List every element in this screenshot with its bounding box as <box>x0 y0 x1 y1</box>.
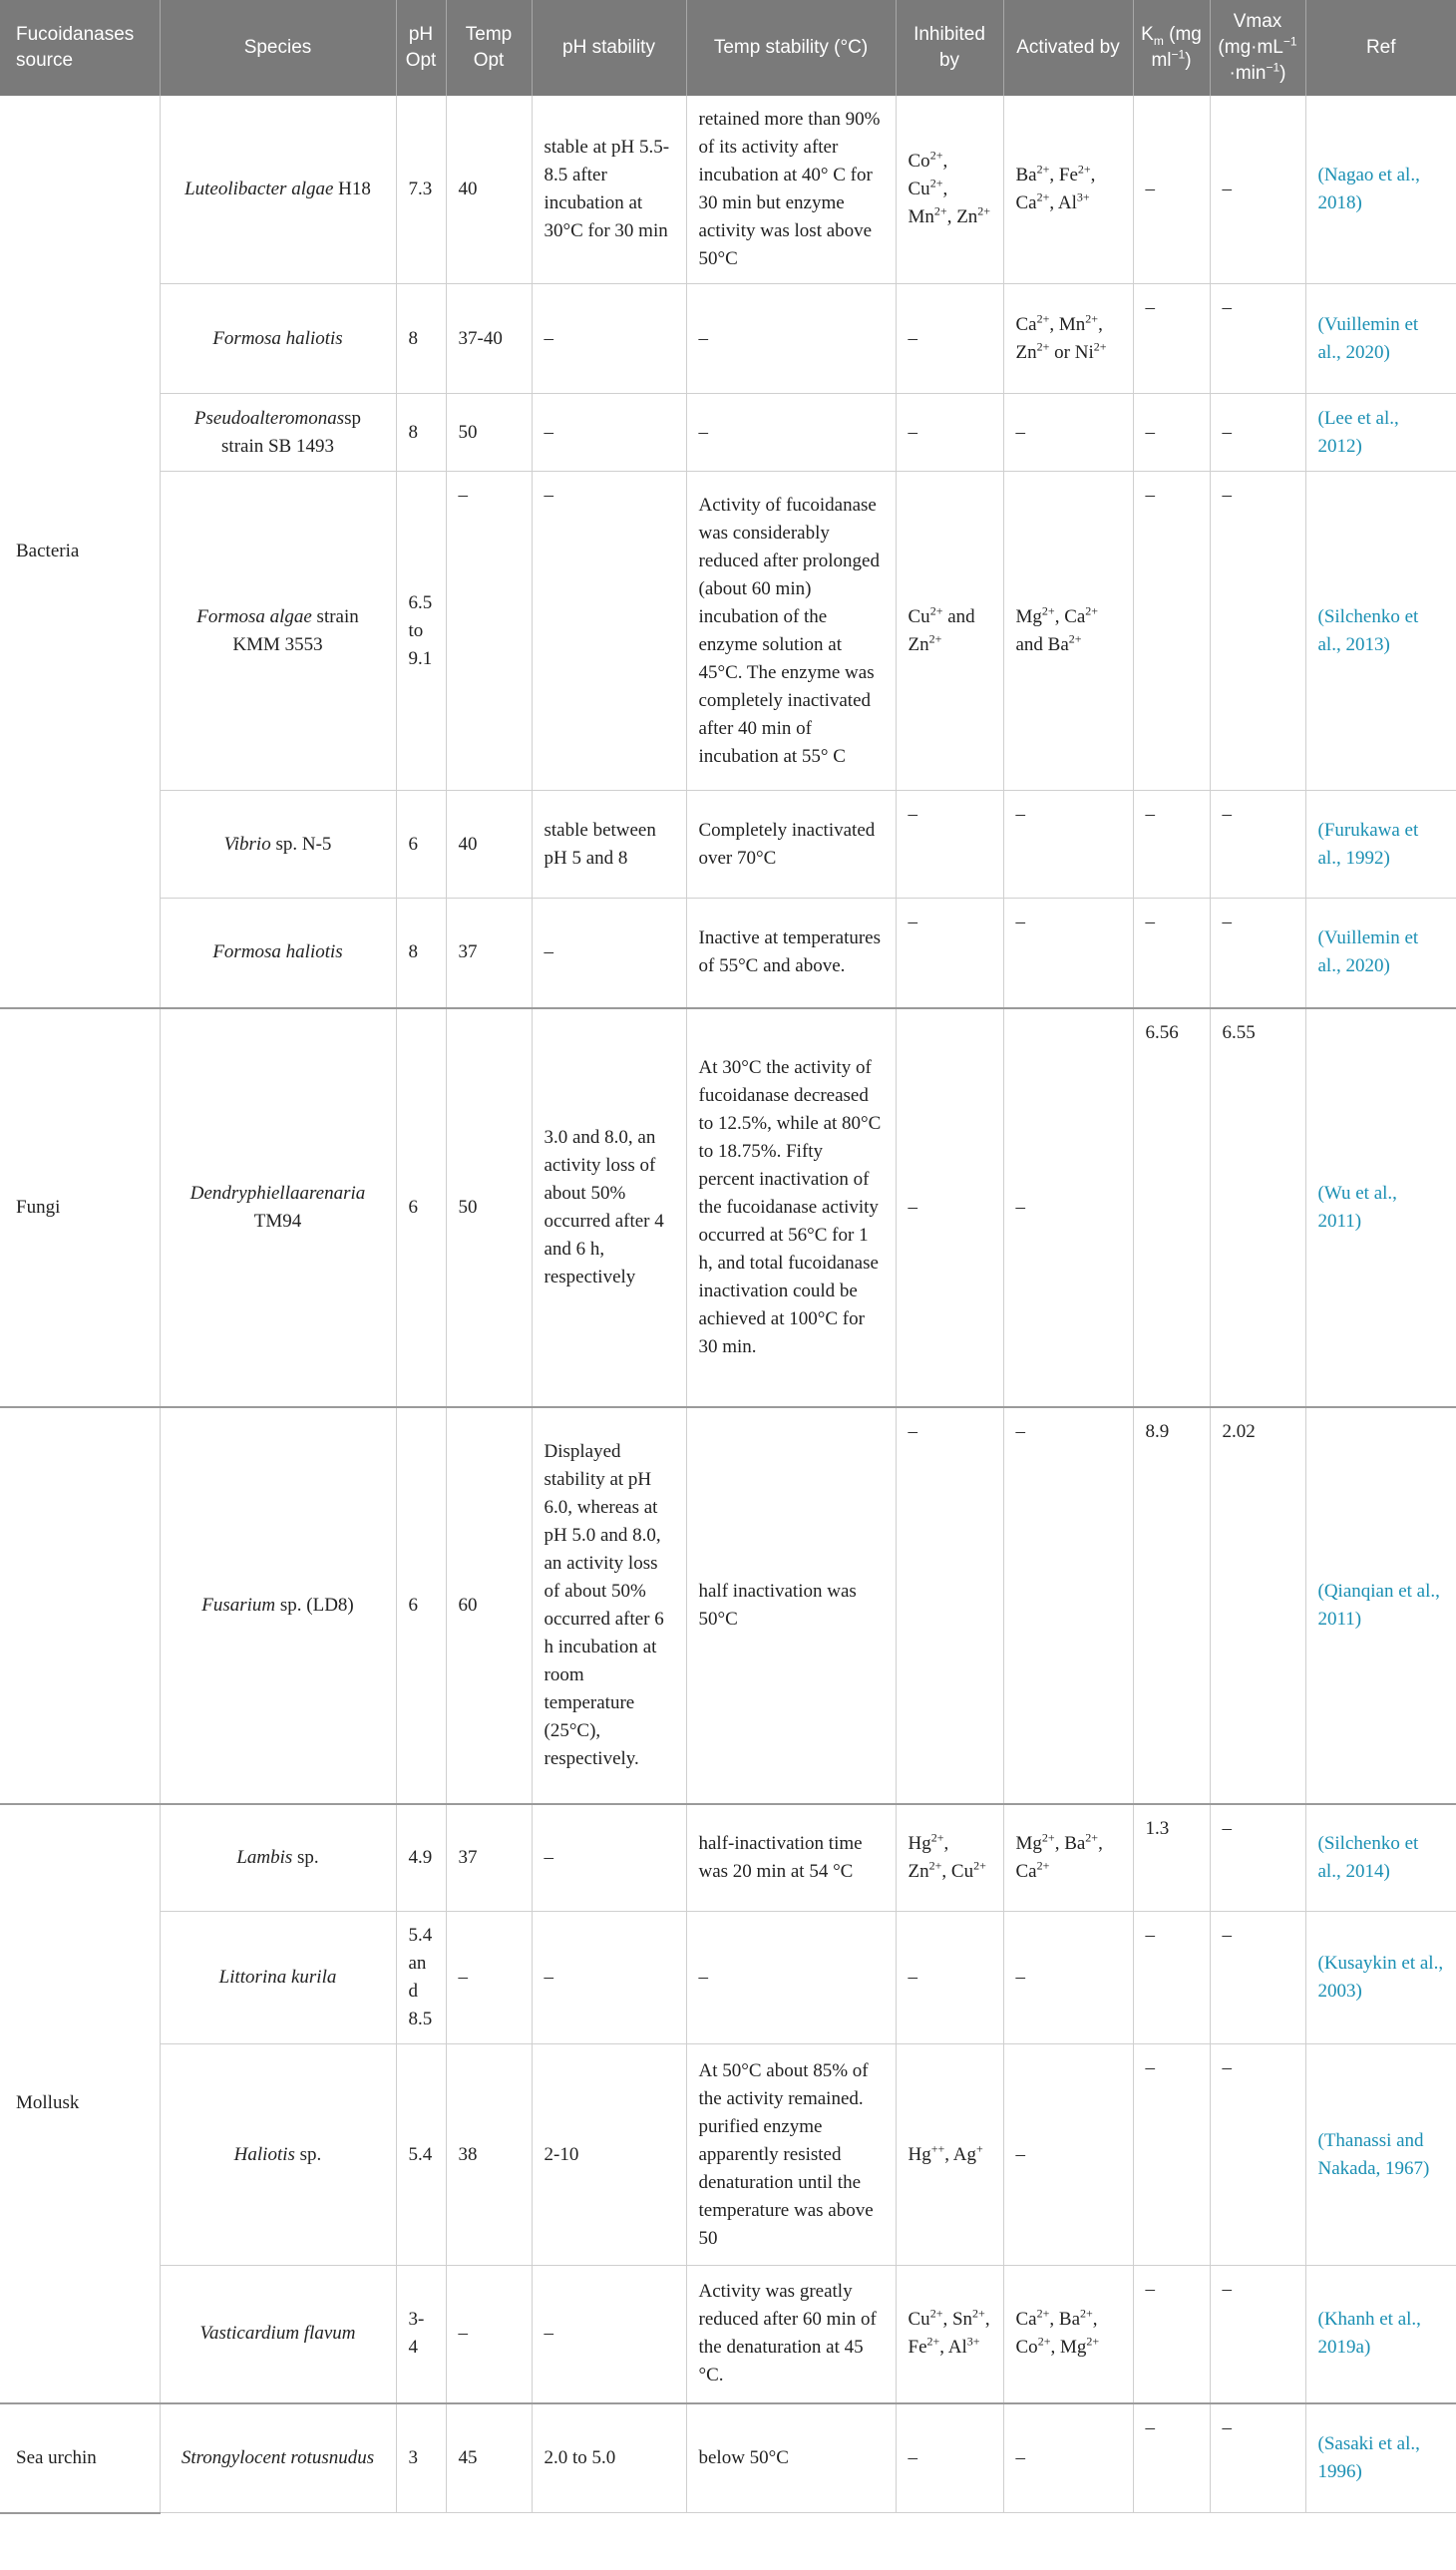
species-cell: Littorina kurila <box>160 1912 396 2044</box>
ref-link[interactable]: (Vuillemin et al., 2020) <box>1305 899 1456 1008</box>
ref-link[interactable]: (Nagao et al., 2018) <box>1305 96 1456 284</box>
temp-stability-cell: At 50°C about 85% of the activity remained. purified enzyme apparently resisted denaturation until the temperature was above 50 <box>686 2044 896 2266</box>
ref-link[interactable]: (Sasaki et al., 1996) <box>1305 2403 1456 2513</box>
species-cell: Vasticardium flavum <box>160 2266 396 2403</box>
ph-opt-cell: 4.9 <box>396 1804 446 1912</box>
species-cell: Formosa haliotis <box>160 899 396 1008</box>
inhibited-cell: $Hg^{2+}$, $Zn^{2+}$, $Cu^{2+}$ <box>896 1804 1003 1912</box>
ph-stability-cell: – <box>532 1912 686 2044</box>
ph-opt-cell: 8 <box>396 284 446 394</box>
km-cell: – <box>1133 2403 1210 2513</box>
activated-cell: – <box>1003 1407 1133 1804</box>
ph-opt-cell: 8 <box>396 899 446 1008</box>
vmax-cell: – <box>1210 899 1305 1008</box>
ref-link[interactable]: (Lee et al., 2012) <box>1305 394 1456 472</box>
inhibited-cell: $Cu^{2+}$, $Sn^{2+}$, $Fe^{2+}$, $Al^{3+}$ <box>896 2266 1003 2403</box>
inhibited-cell: Hg++, Ag+ <box>896 2044 1003 2266</box>
group-fungi: Fungi <box>0 1008 160 1407</box>
activated-cell: – <box>1003 791 1133 899</box>
vmax-cell: – <box>1210 791 1305 899</box>
ph-opt-cell: 6 <box>396 791 446 899</box>
group-sea-urchin: Sea urchin <box>0 2403 160 2513</box>
temp-stability-cell: Inactive at temperatures of 55°C and above. <box>686 899 896 1008</box>
km-cell: – <box>1133 394 1210 472</box>
temp-opt-cell: – <box>446 472 532 791</box>
table-row <box>0 791 1456 899</box>
ph-opt-cell: 8 <box>396 394 446 472</box>
vmax-cell: – <box>1210 1804 1305 1912</box>
ph-stability-cell: – <box>532 284 686 394</box>
table-row <box>0 1804 1456 1912</box>
activated-cell: $Ca^{2+}$, $Ba^{2+}$, $Co^{2+}$, $Mg^{2+}$ <box>1003 2266 1133 2403</box>
temp-stability-cell: half inactivation was 50°C <box>686 1407 896 1804</box>
ph-stability-cell: stable at pH 5.5-8.5 after incubation at 30°C for 30 min <box>532 96 686 284</box>
col-temp-opt: Temp Opt <box>446 0 532 96</box>
inhibited-cell: – <box>896 2403 1003 2513</box>
temp-opt-cell: – <box>446 2266 532 2403</box>
group-mollusk: Mollusk <box>0 1804 160 2403</box>
col-ref: Ref <box>1305 0 1456 96</box>
km-cell: – <box>1133 1912 1210 2044</box>
vmax-cell: – <box>1210 96 1305 284</box>
col-vmax: Vmax $(mg\cdot mL^{-1} \cdot\min^{-1})$ <box>1210 0 1305 96</box>
temp-opt-cell: 45 <box>446 2403 532 2513</box>
activated-cell: $Ba^{2+}$, $Fe^{2+}$, $Ca^{2+}$, $Al^{3+}$ <box>1003 96 1133 284</box>
activated-cell: $Mg^{2+}$, $Ba^{2+}$, $Ca^{2+}$ <box>1003 1804 1133 1912</box>
activated-cell: – <box>1003 2403 1133 2513</box>
temp-stability-cell: Completely inactivated over 70°C <box>686 791 896 899</box>
col-inhibited: Inhibited by <box>896 0 1003 96</box>
ph-stability-cell: 2.0 to 5.0 <box>532 2403 686 2513</box>
ph-opt-cell: 3 <box>396 2403 446 2513</box>
ref-link[interactable]: (Kusaykin et al., 2003) <box>1305 1912 1456 2044</box>
inhibited-cell: – <box>896 1912 1003 2044</box>
ph-opt-cell: 6 <box>396 1008 446 1407</box>
ref-link[interactable]: (Wu et al., 2011) <box>1305 1008 1456 1407</box>
temp-opt-cell: 37 <box>446 1804 532 1912</box>
table-row <box>0 284 1456 394</box>
activated-cell: – <box>1003 899 1133 1008</box>
ref-link[interactable]: (Furukawa et al., 1992) <box>1305 791 1456 899</box>
table-row <box>0 96 1456 284</box>
ph-stability-cell: – <box>532 472 686 791</box>
km-cell: – <box>1133 284 1210 394</box>
ph-opt-cell: 7.3 <box>396 96 446 284</box>
vmax-cell: – <box>1210 2044 1305 2266</box>
table-row <box>0 1407 1456 1804</box>
temp-opt-cell: 38 <box>446 2044 532 2266</box>
table-row <box>0 394 1456 472</box>
ref-link[interactable]: (Vuillemin et al., 2020) <box>1305 284 1456 394</box>
col-species: Species <box>160 0 396 96</box>
activated-cell: $Mg^{2+}$, $Ca^{2+}$ and $Ba^{2+}$ <box>1003 472 1133 791</box>
ref-link[interactable]: (Thanassi and Nakada, 1967) <box>1305 2044 1456 2266</box>
ph-stability-cell: – <box>532 1804 686 1912</box>
ph-stability-cell: 3.0 and 8.0, an activity loss of about 50% occurred after 4 and 6 h, respectively <box>532 1008 686 1407</box>
km-cell: 6.56 <box>1133 1008 1210 1407</box>
vmax-cell: 6.55 <box>1210 1008 1305 1407</box>
inhibited-cell: – <box>896 1407 1003 1804</box>
species-cell: Pseudoalteromonassp strain SB 1493 <box>160 394 396 472</box>
temp-stability-cell: – <box>686 1912 896 2044</box>
activated-cell: – <box>1003 1008 1133 1407</box>
temp-stability-cell: – <box>686 284 896 394</box>
table-row <box>0 1912 1456 2044</box>
activated-cell: – <box>1003 394 1133 472</box>
species-cell: Luteolibacter algae H18 <box>160 96 396 284</box>
table-row <box>0 472 1456 791</box>
temp-stability-cell: half-inactivation time was 20 min at 54 °C <box>686 1804 896 1912</box>
inhibited-cell: – <box>896 1008 1003 1407</box>
ph-stability-cell: – <box>532 2266 686 2403</box>
col-activated: Activated by <box>1003 0 1133 96</box>
species-cell: Fusarium sp. (LD8) <box>160 1407 396 1804</box>
temp-opt-cell: 50 <box>446 1008 532 1407</box>
species-cell: Vibrio sp. N-5 <box>160 791 396 899</box>
activated-cell: $Ca^{2+}$, $Mn^{2+}$, $Zn^{2+}$ or $Ni^{2+}$ <box>1003 284 1133 394</box>
col-temp-stability: Temp stability (°C) <box>686 0 896 96</box>
ref-link[interactable]: (Khanh et al., 2019a) <box>1305 2266 1456 2403</box>
km-cell: – <box>1133 791 1210 899</box>
inhibited-cell: $Co^{2+}$, $Cu^{2+}$, $Mn^{2+}$, $Zn^{2+}$ <box>896 96 1003 284</box>
col-km: $K_m$ (mg $ml^{-1}$) <box>1133 0 1210 96</box>
km-cell: – <box>1133 2044 1210 2266</box>
ph-stability-cell: – <box>532 394 686 472</box>
header-row <box>0 0 1456 96</box>
ph-opt-cell: 6.5 to 9.1 <box>396 472 446 791</box>
ph-stability-cell: 2-10 <box>532 2044 686 2266</box>
temp-stability-cell: below 50°C <box>686 2403 896 2513</box>
km-cell: – <box>1133 96 1210 284</box>
species-cell: Strongylocent rotusnudus <box>160 2403 396 2513</box>
inhibited-cell: – <box>896 394 1003 472</box>
species-cell: Dendryphiellaarenaria TM94 <box>160 1008 396 1407</box>
ref-link[interactable]: (Qianqian et al., 2011) <box>1305 1407 1456 1804</box>
activated-cell: – <box>1003 1912 1133 2044</box>
temp-opt-cell: 37-40 <box>446 284 532 394</box>
table-row <box>0 1008 1456 1407</box>
ph-stability-cell: Displayed stability at pH 6.0, whereas at pH 5.0 and 8.0, an activity loss of about 50% occurred after 6 h incubation at room temperature (25°C), respectively. <box>532 1407 686 1804</box>
col-ph-opt: pH Opt <box>396 0 446 96</box>
vmax-cell: 2.02 <box>1210 1407 1305 1804</box>
inhibited-cell: – <box>896 791 1003 899</box>
inhibited-cell: – <box>896 899 1003 1008</box>
temp-opt-cell: 40 <box>446 96 532 284</box>
table-row <box>0 899 1456 1008</box>
km-cell: – <box>1133 899 1210 1008</box>
ph-stability-cell: – <box>532 899 686 1008</box>
ph-opt-cell: 6 <box>396 1407 446 1804</box>
temp-opt-cell: 60 <box>446 1407 532 1804</box>
km-cell: 1.3 <box>1133 1804 1210 1912</box>
species-cell: Formosa haliotis <box>160 284 396 394</box>
vmax-cell: – <box>1210 1912 1305 2044</box>
table-row <box>0 2403 1456 2513</box>
species-cell: Lambis sp. <box>160 1804 396 1912</box>
vmax-cell: – <box>1210 2266 1305 2403</box>
group-fungi-cont <box>0 1407 160 1804</box>
inhibited-cell: – <box>896 284 1003 394</box>
ph-opt-cell: 5.4 <box>396 2044 446 2266</box>
temp-opt-cell: 40 <box>446 791 532 899</box>
table-row <box>0 2044 1456 2266</box>
activated-cell: – <box>1003 2044 1133 2266</box>
temp-stability-cell: retained more than 90% of its activity after incubation at 40° C for 30 min but enzyme activity was lost above 50°C <box>686 96 896 284</box>
table-row <box>0 2266 1456 2403</box>
ph-stability-cell: stable between pH 5 and 8 <box>532 791 686 899</box>
vmax-cell: – <box>1210 284 1305 394</box>
ph-opt-cell: 3-4 <box>396 2266 446 2403</box>
col-source: Fucoidanases source <box>0 0 160 96</box>
vmax-cell: – <box>1210 472 1305 791</box>
group-bacteria: Bacteria <box>0 96 160 1008</box>
km-cell: 8.9 <box>1133 1407 1210 1804</box>
ref-link[interactable]: (Silchenko et al., 2014) <box>1305 1804 1456 1912</box>
temp-opt-cell: 37 <box>446 899 532 1008</box>
km-cell: – <box>1133 2266 1210 2403</box>
temp-stability-cell: Activity was greatly reduced after 60 min of the denaturation at 45 °C. <box>686 2266 896 2403</box>
ph-opt-cell: 5.4 and 8.5 <box>396 1912 446 2044</box>
temp-opt-cell: 50 <box>446 394 532 472</box>
temp-opt-cell: – <box>446 1912 532 2044</box>
species-cell: Formosa algae strain KMM 3553 <box>160 472 396 791</box>
km-cell: – <box>1133 472 1210 791</box>
vmax-cell: – <box>1210 2403 1305 2513</box>
col-ph-stability: pH stability <box>532 0 686 96</box>
inhibited-cell: $Cu^{2+}$ and $Zn^{2+}$ <box>896 472 1003 791</box>
species-cell: Haliotis sp. <box>160 2044 396 2266</box>
temp-stability-cell: Activity of fucoidanase was considerably reduced after prolonged (about 60 min) incubation of the enzyme solution at 45°C. The enzyme was completely inactivated after 40 min of incubation at 55° C <box>686 472 896 791</box>
temp-stability-cell: – <box>686 394 896 472</box>
ref-link[interactable]: (Silchenko et al., 2013) <box>1305 472 1456 791</box>
temp-stability-cell: At 30°C the activity of fucoidanase decreased to 12.5%, while at 80°C to 18.75%. Fifty percent inactivation of the fucoidanase activity occurred at 56°C for 1 h, and total fucoidanase inactivation could be achieved at 100°C for 30 min. <box>686 1008 896 1407</box>
vmax-cell: – <box>1210 394 1305 472</box>
